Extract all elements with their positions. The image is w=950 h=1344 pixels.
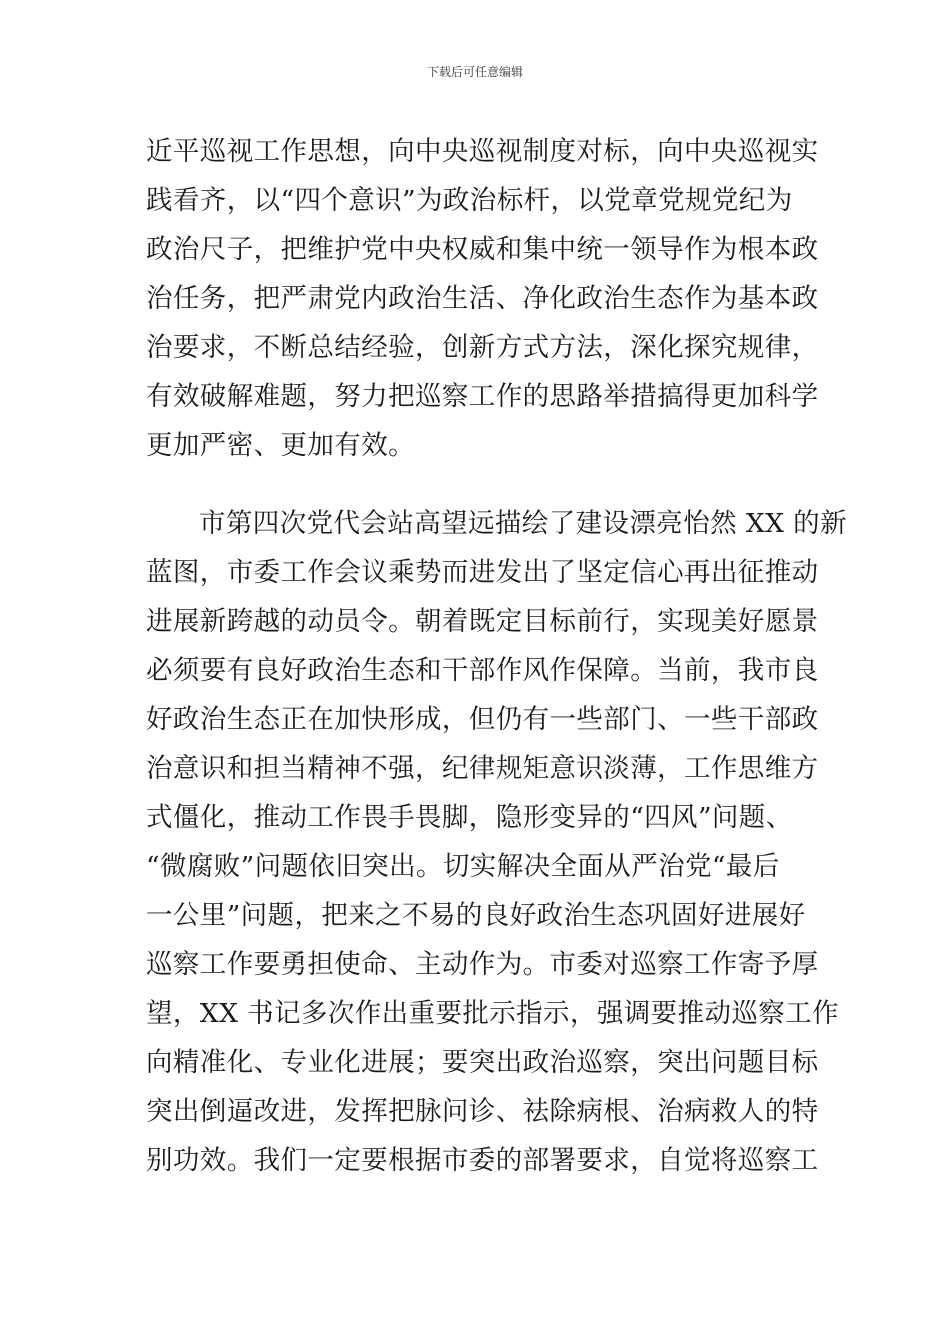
text-line: 更加严密、更加有效。: [146, 430, 415, 461]
text-line: 市第四次党代会站高望远描绘了建设漂亮怡然 XX 的新: [199, 508, 847, 539]
text-line: 别功效。我们一定要根据市委的部署要求，自觉将巡察工: [146, 1145, 819, 1176]
text-line: 治要求，不断总结经验，创新方式方法，深化探究规律，: [146, 332, 819, 363]
text-line: 突出倒逼改进，发挥把脉问诊、祛除病根、治病救人的特: [146, 1096, 819, 1127]
text-line: 治任务，把严肃党内政治生活、净化政治生态作为基本政: [146, 283, 819, 314]
text-line: 治意识和担当精神不强，纪律规矩意识淡薄，工作思维方: [146, 753, 819, 784]
text-line: 政治尺子，把维护党中央权威和集中统一领导作为根本政: [146, 234, 819, 265]
text-line: 一公里”问题，把来之不易的良好政治生态巩固好进展好: [146, 900, 806, 931]
text-line: 好政治生态正在加快形成，但仍有一些部门、一些干部政: [146, 704, 819, 735]
text-line: 望，XX 书记多次作出重要批示指示，强调要推动巡察工作: [146, 998, 839, 1029]
text-line: 近平巡视工作思想，向中央巡视制度对标，向中央巡视实: [146, 136, 819, 167]
text-line: 有效破解难题，努力把巡察工作的思路举措搞得更加科学: [146, 381, 819, 412]
text-line: 进展新跨越的动员令。朝着既定目标前行，实现美好愿景: [146, 606, 819, 637]
text-line: 蓝图，市委工作会议乘势而进发出了坚定信心再出征推动: [146, 557, 819, 588]
text-line: 必须要有良好政治生态和干部作风作保障。当前，我市良: [146, 655, 819, 686]
text-line: 式僵化，推动工作畏手畏脚，隐形变异的“四风”问题、: [146, 802, 793, 833]
text-line: “微腐败”问题依旧突出。切实解决全面从严治党“最后: [146, 851, 780, 882]
page-header: 下载后可任意编辑: [426, 65, 523, 79]
text-line: 向精准化、专业化进展；要突出政治巡察，突出问题目标: [146, 1047, 819, 1078]
text-line: 巡察工作要勇担使命、主动作为。市委对巡察工作寄予厚: [146, 949, 819, 980]
text-line: 践看齐，以“四个意识”为政治标杆，以党章党规党纪为: [146, 185, 793, 216]
